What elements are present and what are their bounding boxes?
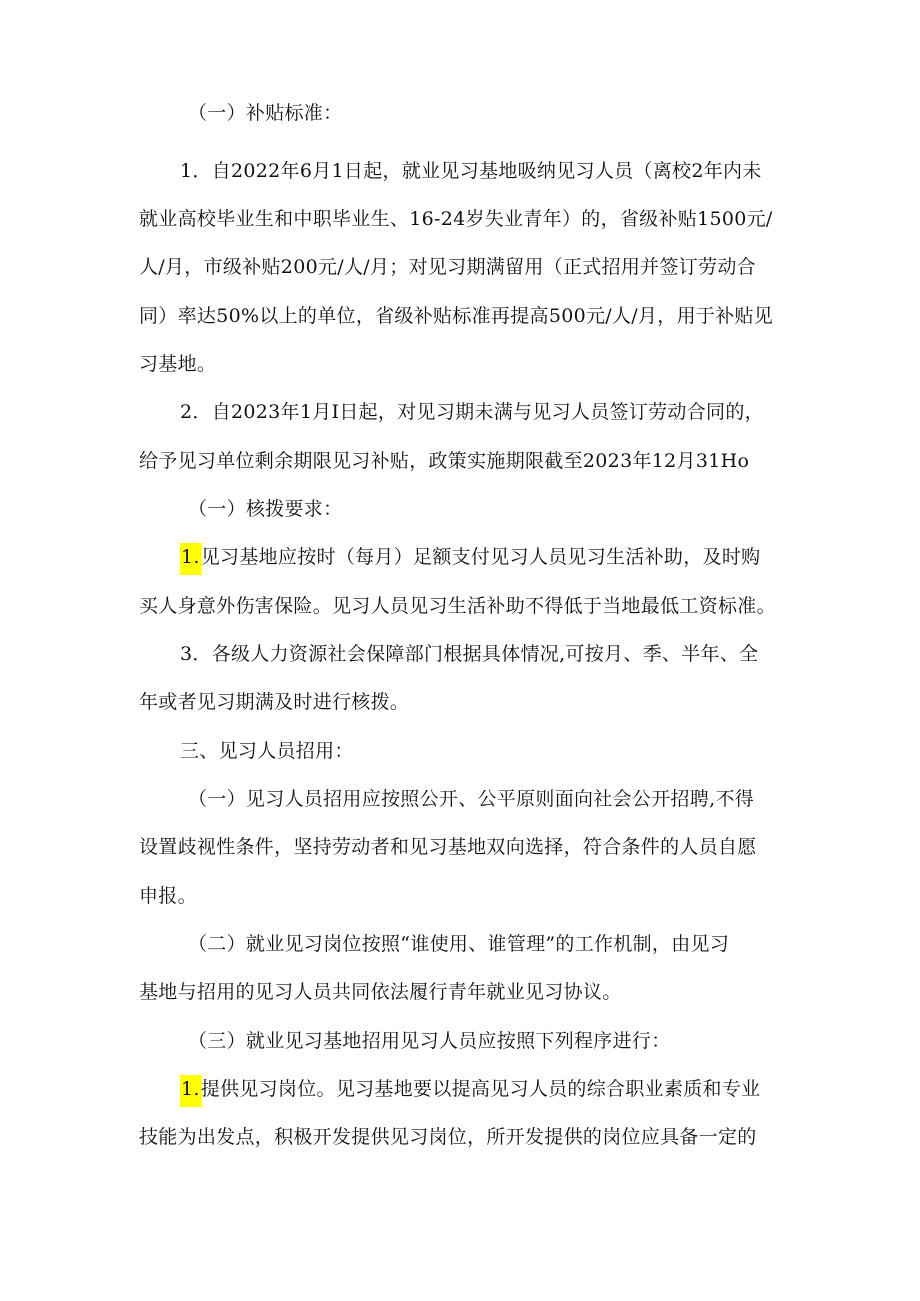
paragraph-line: 给予见习单位剩余期限见习补贴，政策实施期限截至2023年12月31Ho <box>139 450 750 472</box>
paragraph-line: 申报。 <box>139 885 197 907</box>
paragraph-line: 设置歧视性条件，坚持劳动者和见习基地双向选择，符合条件的人员自愿 <box>139 836 757 858</box>
paragraph-line: 买人身意外伤害保险。见习人员见习生活补助不得低于当地最低工资标准。 <box>139 595 776 617</box>
subheading-allocation-requirements: （一）核拨要求： <box>188 498 343 520</box>
paragraph-line: （二）就业见习岗位按照“谁使用、谁管理”的工作机制，由见习 <box>188 933 730 955</box>
section-heading-recruitment: 三、见习人员招用： <box>180 740 354 762</box>
paragraph-line: （三）就业见习基地招用见习人员应按照下列程序进行： <box>188 1030 671 1052</box>
paragraph-line: 1．自2022年6月1日起，就业见习基地吸纳见习人员（离校2年内未 <box>180 160 762 182</box>
highlighted-item-number: 1. <box>180 543 201 575</box>
paragraph-line: 基地与招用的见习人员共同依法履行青年就业见习协议。 <box>139 981 622 1003</box>
highlighted-item-number: 1. <box>180 1075 201 1107</box>
paragraph-line: 就业高校毕业生和中职毕业生、16-24岁失业青年）的，省级补贴1500元/ <box>139 208 773 230</box>
paragraph-line: （一）见习人员招用应按照公开、公平原则面向社会公开招聘,不得 <box>188 788 755 810</box>
paragraph-line <box>180 1077 760 1101</box>
paragraph-text: 见习基地应按时（每月）足额支付见习人员见习生活补助，及时购 <box>200 546 761 568</box>
paragraph-line: 3．各级人力资源社会保障部门根据具体情况,可按月、季、半年、全 <box>180 643 759 665</box>
paragraph-line <box>180 545 760 569</box>
paragraph-line: 同）率达50%以上的单位，省级补贴标准再提高500元/人/月，用于补贴见 <box>139 305 774 327</box>
paragraph-line: 年或者见习期满及时进行核拨。 <box>139 691 410 713</box>
paragraph-line: 人/月，市级补贴200元/人/月；对见习期满留用（正式招用并签订劳动合 <box>139 256 756 278</box>
paragraph-line: 2．自2023年1月I日起，对见习期未满与见习人员签订劳动合同的， <box>180 401 764 423</box>
paragraph-text: 提供见习岗位。见习基地要以提高见习人员的综合职业素质和专业 <box>200 1078 761 1100</box>
subheading-subsidy-standard: （一）补贴标准： <box>188 102 343 124</box>
paragraph-line: 习基地。 <box>139 353 217 375</box>
paragraph-line: 技能为出发点，积极开发提供见习岗位，所开发提供的岗位应具备一定的 <box>139 1126 757 1148</box>
